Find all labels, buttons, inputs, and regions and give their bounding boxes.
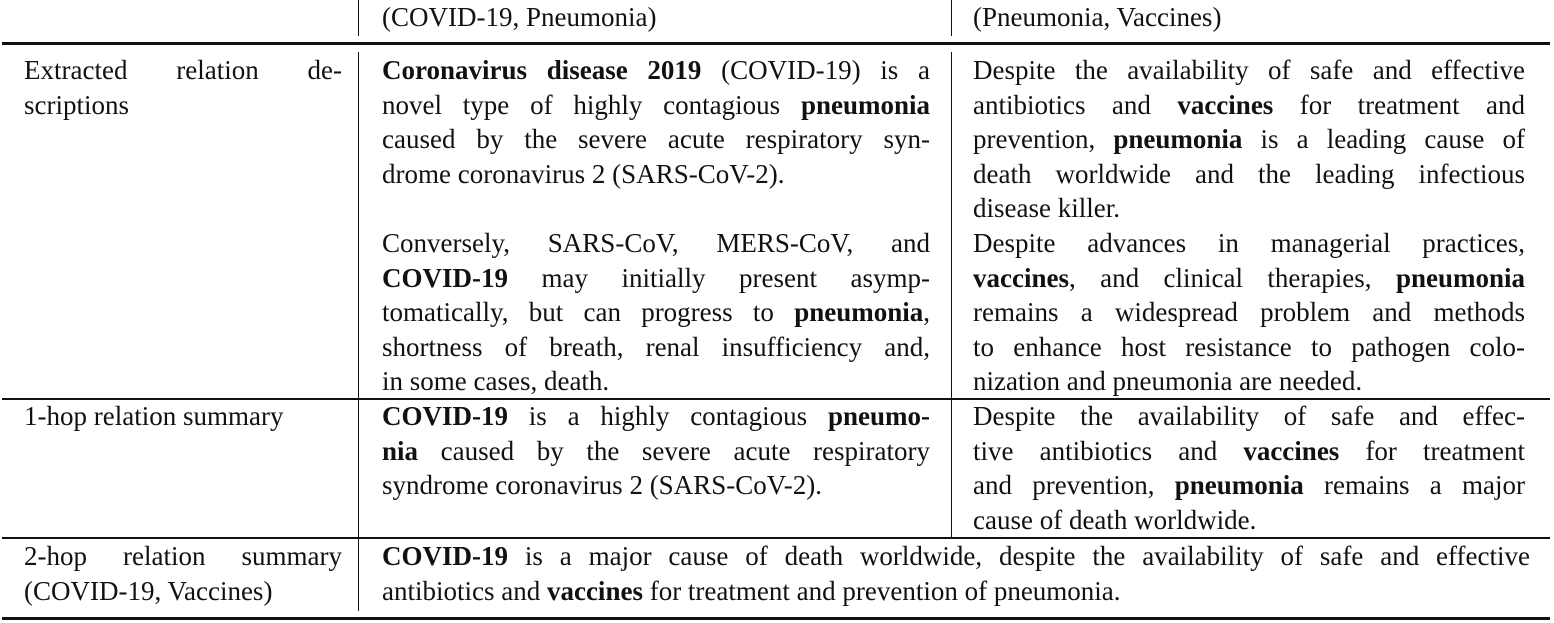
summary-text (382, 539, 1530, 608)
col-divider-1 (358, 52, 359, 611)
cell-extracted-covid-pneumonia-1 (382, 53, 930, 191)
bold-term: pneumonia (1395, 262, 1525, 293)
text-line: nia caused by the severe acute respiratory (382, 435, 930, 466)
col-divider-2 (951, 0, 952, 36)
bottom-rule (2, 617, 1550, 620)
col-divider-1 (358, 0, 359, 36)
row-label-text (24, 399, 342, 434)
row-label-onehop (24, 399, 342, 434)
bold-term: pneumonia (1113, 124, 1243, 154)
text-line: antibiotics and vaccines for treatment and prevention of pneumonia. (382, 575, 1121, 606)
bold-term: vaccines (546, 575, 643, 606)
description-text (382, 226, 930, 399)
bold-term: COVID-19 (382, 401, 508, 431)
description-text (973, 226, 1525, 399)
text-line: tive antibiotics and vaccines for treatment (973, 435, 1525, 466)
bold-term: COVID-19 (382, 541, 508, 571)
text-line: COVID-19 is a highly contagious pneumo- (382, 401, 930, 431)
text-line: COVID-19 may initially present asymp- (382, 262, 930, 293)
text-line: to enhance host resistance to pathogen colo- (973, 331, 1525, 362)
row-label-text (24, 53, 342, 122)
row-label-twohop (24, 539, 342, 608)
description-text (382, 53, 930, 191)
text-line: 1-hop relation summary (24, 401, 284, 431)
text-line: syndrome coronavirus 2 (SARS-CoV-2). (382, 470, 822, 500)
text-line: scriptions (24, 89, 129, 120)
text-line: caused by the severe acute respiratory syn- (382, 124, 930, 154)
cell-twohop-summary (382, 539, 1530, 608)
col-divider-2 (951, 52, 952, 537)
text-line: remains a widespread problem and methods (973, 297, 1525, 327)
bold-term: Coronavirus disease 2019 (382, 55, 702, 85)
description-text (973, 53, 1525, 226)
header-rule (2, 42, 1550, 45)
text-line: prevention, pneumonia is a leading cause of (973, 124, 1525, 154)
cell-extracted-pneumonia-vaccines-1 (973, 53, 1525, 226)
text-line: tomatically, but can progress to pneumonia, (382, 297, 930, 327)
summary-text (973, 399, 1525, 537)
text-line: cause of death worldwide. (973, 504, 1257, 535)
bold-term: vaccines (1243, 435, 1340, 466)
text-line: Conversely, SARS-CoV, MERS-CoV, and (382, 228, 930, 258)
text-line: shortness of breath, renal insufficiency and, (382, 331, 930, 362)
text-line: in some cases, death. (382, 366, 610, 396)
text-line: vaccines, and clinical therapies, pneumonia (973, 262, 1525, 293)
bold-term: vaccines (973, 262, 1069, 293)
text-line: 2-hop relation summary (24, 541, 342, 571)
header-col-covid-pneumonia: (COVID-19, Pneumonia) (382, 2, 657, 32)
text-line: Coronavirus disease 2019 (COVID-19) is a (382, 55, 930, 85)
bold-term: pneumonia (794, 297, 924, 327)
bold-term: pneumo- (827, 401, 930, 431)
text-line: disease killer. (973, 193, 1120, 223)
text-line: death worldwide and the leading infectious (973, 158, 1525, 189)
text-line: novel type of highly contagious pneumonia (382, 89, 930, 120)
text-line: and prevention, pneumonia remains a major (973, 470, 1525, 500)
bold-term: pneumonia (1174, 470, 1304, 500)
text-line: antibiotics and vaccines for treatment and (973, 89, 1526, 120)
bold-term: nia (382, 435, 419, 466)
text-line: (COVID-19, Vaccines) (24, 575, 273, 606)
summary-text (382, 399, 930, 503)
text-line: COVID-19 is a major cause of death worldwide, despite the availability of safe and effective (382, 541, 1530, 571)
header-col-pneumonia-vaccines: (Pneumonia, Vaccines) (973, 2, 1222, 32)
bold-term: vaccines (1177, 89, 1274, 120)
cell-onehop-covid-pneumonia (382, 399, 930, 503)
text-line: nization and pneumonia are needed. (973, 366, 1363, 396)
text-line: Despite the availability of safe and effective (973, 55, 1525, 85)
bold-term: pneumonia (800, 89, 930, 120)
text-line: Despite advances in managerial practices, (973, 228, 1525, 258)
row-label-extracted (24, 53, 342, 122)
text-line: drome coronavirus 2 (SARS-CoV-2). (382, 158, 785, 189)
row-label-text (24, 539, 342, 608)
cell-extracted-covid-pneumonia-2 (382, 226, 930, 399)
text-line: Despite the availability of safe and effec- (973, 401, 1525, 431)
text-line: Extracted relation de- (24, 55, 342, 85)
bold-term: COVID-19 (382, 262, 508, 293)
cell-extracted-pneumonia-vaccines-2 (973, 226, 1525, 399)
cell-onehop-pneumonia-vaccines (973, 399, 1525, 537)
